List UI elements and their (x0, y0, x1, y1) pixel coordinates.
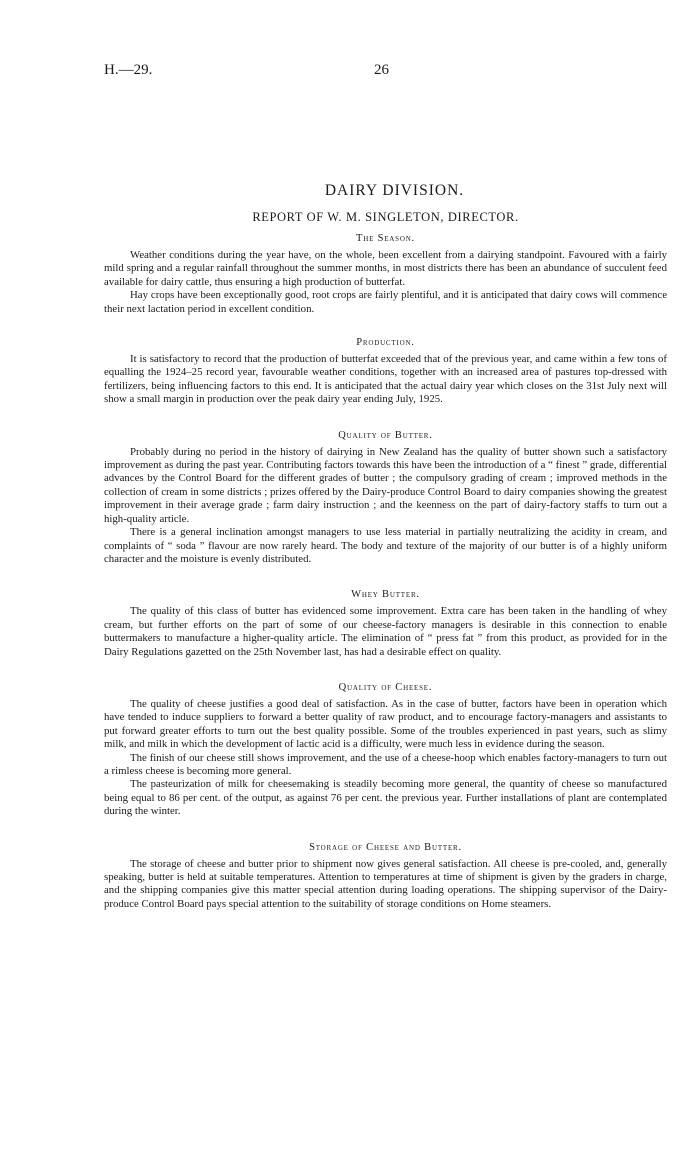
page-number: 26 (374, 62, 389, 78)
paragraph: Weather conditions during the year have, on the whole, been excellent from a dairying standpoint. Favoured with a fairly mild spring and a regular rainfall throughout the summer months, in most districts there has been an abundance of succulent feed available for dairy cattle, thus ensuring a high production of butterfat. (104, 249, 667, 288)
section-production (104, 337, 667, 407)
running-header (104, 62, 664, 82)
paragraph: The pasteurization of milk for cheesemaking is steadily becoming more general, the quantity of cheese so manufactured being equal to 86 per cent. of the output, as against 76 per cent. the previous year. Further installations of plant are contemplated during the winter. (104, 778, 667, 818)
paragraph: Hay crops have been exceptionally good, root crops are fairly plentiful, and it is anticipated that dairy cows will commence their next lactation period in excellent condition. (104, 289, 667, 315)
section-heading: Quality of Butter. (338, 429, 433, 441)
section-the-season (104, 233, 667, 316)
report-body (104, 182, 667, 934)
section-heading: Whey Butter. (351, 589, 420, 601)
paragraph: The finish of our cheese still shows improvement, and the use of a cheese-hoop which enables factory-managers to turn out a rimless cheese is becoming more general. (104, 751, 667, 777)
paragraph: Probably during no period in the history of dairying in New Zealand has the quality of butter shown such a satisfactory improvement as during the past year. Contributing factors towards this have been the introduction of a “ finest ” grade, differential advances by the Control Board for the different grades of butter ; the compulsory grading of cream ; improved methods in the collection of cream in some districts ; prizes offered by the Dairy-produce Control Board to dairy companies showing the greatest improvement in their average grade ; farm dairy instruction ; and the keenness on the part of dairy-factory staffs to turn out a high-quality article. (104, 445, 667, 525)
paragraph: There is a general inclination amongst managers to use less material in partially neutralizing the acidity in cream, and complaints of “ soda ” flavour are now rarely heard. The body and texture of the majority of our butter is of a highly uniform character and the moisture is evenly distributed. (104, 526, 667, 565)
section-heading: Storage of Cheese and Butter. (309, 841, 462, 853)
paragraph: The storage of cheese and butter prior to shipment now gives general satisfaction. All cheese is pre-cooled, and, generally speaking, butter is held at suitable temperatures. Attention to temperatures at time of shipment is given by the graders in charge, and the shipping companies give this matter special attention during loading operations. The shipping supervisor of the Dairy-produce Control Board pays special attention to the suitability of storage conditions on Home steamers. (104, 857, 667, 910)
section-quality-of-cheese (104, 682, 667, 819)
section-whey-butter (104, 589, 667, 659)
paragraph: It is satisfactory to record that the production of butterfat exceeded that of the previous year, and came within a few tons of equalling the 1924–25 record year, favourable weather conditions, together with an increased area of pastures top-dressed with fertilizers, being influencing factors to this end. It is anticipated that the actual dairy year which closes on the 31st July next will show a small margin in production over the peak dairy year ending July, 1925. (104, 353, 667, 406)
report-title: REPORT OF W. M. SINGLETON, DIRECTOR. (252, 210, 519, 224)
paragraph: The quality of this class of butter has evidenced some improvement. Extra care has been taken in the handling of whey cream, but further efforts on the part of some of our cheese-factory managers is desirable in this connection to enable buttermakers to manufacture a higher-quality article. The elimination of “ press fat ” from this product, as provided for in the Dairy Regulations gazetted on the 25th November last, has had a desirable effect on quality. (104, 605, 667, 658)
section-quality-of-butter (104, 430, 667, 567)
paragraph: The quality of cheese justifies a good deal of satisfaction. As in the case of butter, factors have been in operation which have tended to induce suppliers to forward a better quality of raw product, and to encourage factory-managers and assistants to put forward greater efforts to turn out the best quality possible. Some of the troubles experienced in past years, such as slimy milk, and milk in which the development of lactic acid is a difficulty, were much less in evidence during the season. (104, 697, 667, 751)
section-heading: Production. (356, 337, 415, 349)
division-title: DAIRY DIVISION. (324, 182, 465, 199)
section-heading: Quality of Cheese. (338, 681, 433, 693)
document-reference: H.—29. (104, 62, 153, 78)
section-storage-of-cheese-and-butter (104, 842, 667, 912)
section-heading: The Season. (356, 233, 415, 244)
